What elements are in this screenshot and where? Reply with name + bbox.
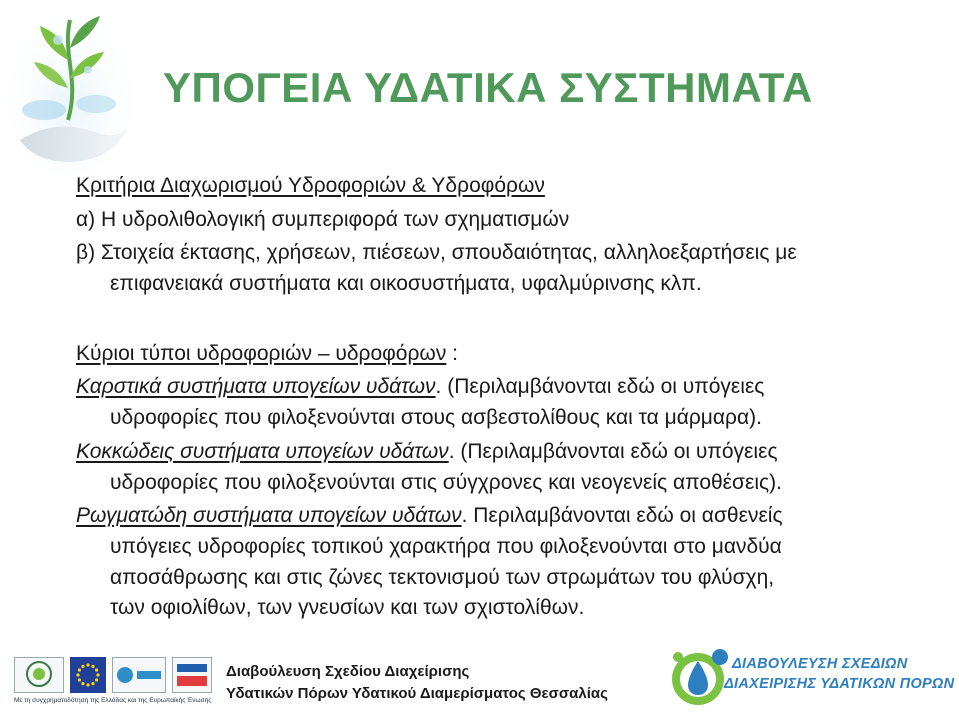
epperaa-logo-icon <box>112 657 166 693</box>
criterion-b-line1: β) Στοιχεία έκτασης, χρήσεων, πιέσεων, σπουδαιότητας, αλληλοεξαρτήσεις με <box>76 241 797 264</box>
criteria-heading: Κριτήρια Διαχωρισμού Υδροφοριών & Υδροφόρων <box>76 174 545 197</box>
brand-line1: ΔΙΑΒΟΥΛΕΥΣΗ ΣΧΕΔΙΩΝ <box>732 656 908 672</box>
water-drop-brand-icon <box>668 643 732 709</box>
water-plant-icon <box>0 0 135 175</box>
karst-line1-rest: . (Περιλαμβάνονται εδώ οι υπόγειες <box>435 375 765 398</box>
granular-row <box>76 440 778 464</box>
criterion-a: α) Η υδρολιθολογική συμπεριφορά των σχηματισμών <box>76 208 570 231</box>
brand-line2: ΔΙΑΧΕΙΡΙΣΗΣ ΥΔΑΤΙΚΩΝ ΠΟΡΩΝ <box>724 676 955 692</box>
karst-line2: υδροφορίες που φιλοξενούνται στους ασβεστολίθους και τα μάρμαρα). <box>110 406 762 429</box>
granular-term: Κοκκώδεις συστήματα υπογείων υδάτων <box>76 440 449 463</box>
cofunding-note: Με τη συγχρηματοδότηση της Ελλάδας και της Ευρωπαϊκής Ένωσης <box>14 697 212 704</box>
slide-title: ΥΠΟΓΕΙΑ ΥΔΑΤΙΚΑ ΣΥΣΤΗΜΑΤΑ <box>163 64 813 111</box>
consultation-line2: Υδατικών Πόρων Υδατικού Διαμερίσματος Θεσσαλίας <box>226 685 608 702</box>
granular-line2: υδροφορίες που φιλοξενούνται στις σύγχρονες και νεογενείς αποθέσεις). <box>110 471 782 494</box>
karst-term: Καρστικά συστήματα υπογείων υδάτων <box>76 375 436 398</box>
criterion-b-line2: επιφανειακά συστήματα και οικοσυστήματα, υφαλμύρινσης κλπ. <box>110 272 702 295</box>
fractured-line4: των οφιολίθων, των γνευσίων και των σχιστολίθων. <box>110 596 585 619</box>
espa-logo-icon <box>172 657 212 693</box>
fractured-line1-rest: . Περιλαμβάνονται εδώ οι ασθενείς <box>461 504 783 527</box>
types-heading-row <box>76 342 458 366</box>
fractured-row <box>76 504 783 528</box>
ministry-seal-icon <box>14 657 64 693</box>
consultation-line1: Διαβούλευση Σχεδίου Διαχείρισης <box>226 663 470 680</box>
fractured-term: Ρωγματώδη συστήματα υπογείων υδάτων <box>76 504 462 527</box>
karst-row <box>76 375 764 399</box>
types-colon: : <box>446 342 458 365</box>
fractured-line3: αποσάθρωσης και στις ζώνες τεκτονισμού των στρωμάτων του φλύσχη, <box>110 566 775 589</box>
granular-line1-rest: . (Περιλαμβάνονται εδώ οι υπόγειες <box>448 440 778 463</box>
types-heading: Κύριοι τύποι υδροφοριών – υδροφόρων <box>76 342 447 365</box>
eu-flag-icon <box>70 657 106 693</box>
fractured-line2: υπόγειες υδροφορίες τοπικού χαρακτήρα που φιλοξενούνται στο μανδύα <box>110 535 782 558</box>
